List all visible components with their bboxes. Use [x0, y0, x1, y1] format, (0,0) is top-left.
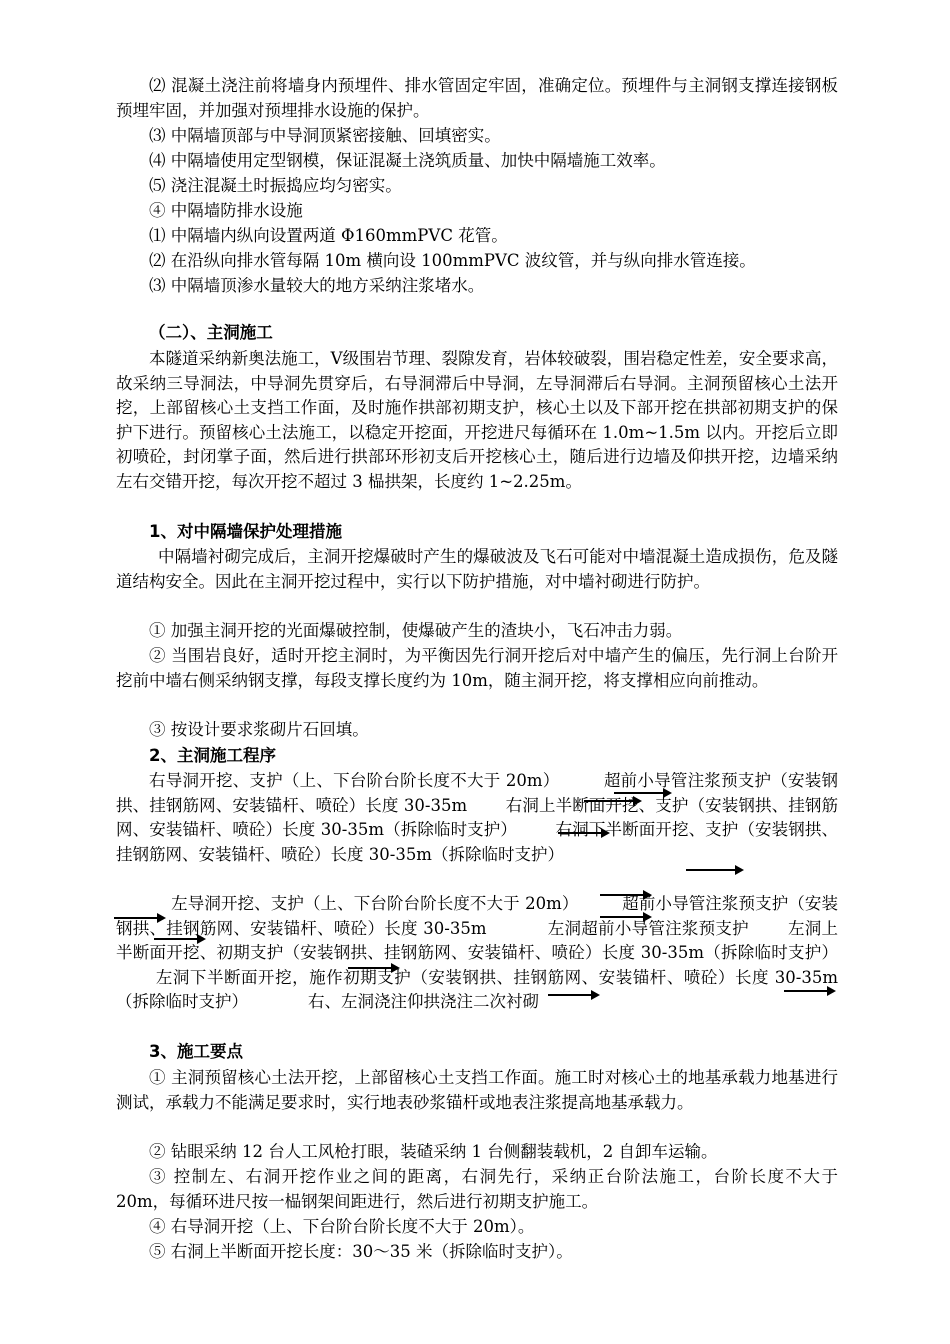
- arrow-icon: [600, 894, 644, 896]
- heading-wall-protection: 1、对中隔墙保护处理措施: [149, 522, 342, 541]
- point-1-core-soil: ① 主洞预留核心土法开挖，上部留核心土支挡工作面。施工时对核心土的地基承载力地基进行测试，承载力不能满足要求时，实行地表砂浆锚杆或地表注浆提高地基承载力。: [116, 1068, 838, 1112]
- point-4-right-pilot: ④ 右导洞开挖（上、下台阶台阶长度不大于 20m）。: [149, 1217, 535, 1236]
- arrow-icon: [548, 994, 592, 996]
- heading-key-points: 3、施工要点: [149, 1042, 243, 1061]
- measure-1-blasting: ① 加强主洞开挖的光面爆破控制，使爆破产生的渣块小，飞石冲击力弱。: [149, 621, 683, 640]
- arrow-icon: [154, 938, 198, 940]
- point-5-upper-half: ⑤ 右洞上半断面开挖长度：30～35 米（拆除临时支护）。: [149, 1242, 573, 1261]
- paragraph-method-overview: 本隧道采纳新奥法施工，Ⅴ级围岩节理、裂隙发育，岩体较破裂，围岩稳定性差，安全要求高，故采纳三导洞法，中导洞先贯穿后，右导洞滞后中导洞，左导洞滞后右导洞。主洞预留核心土法开挖，上部留核心土支挡工作面，及时施作拱部初期支护，核心土以及下部开挖在拱部初期支护的保护下进行。预留核心土法施工，以稳定开挖面，开挖进尺每循环在 1.0m~1.5m 以内。开挖后立即初喷砼，封闭掌子面，然后进行拱部环形初支后开挖核心土，随后进行边墙及仰拱开挖，边墙采纳左右交错开挖，每次开挖不超过 3 榀拱架，长度约 1~2.25m。: [116, 349, 838, 491]
- item-5-vibration: ⑸ 浇注混凝土时振捣应均匀密实。: [149, 176, 402, 195]
- point-3-distance-control: ③ 控制左、右洞开挖作业之间的距离，右洞先行，采纳正台阶法施工，台阶长度不大于 20m，每循环进尺按一榀钢架间距进行，然后进行初期支护施工。: [116, 1167, 838, 1211]
- item-4-steel-formwork: ⑷ 中隔墙使用定型钢模，保证混凝土浇筑质量、加快中隔墙施工效率。: [149, 151, 666, 170]
- arrow-icon: [114, 917, 158, 919]
- procedure-left-tunnel: 左导洞开挖、支护（上、下台阶台阶长度不大于 20m） 超前小导管注浆预支护（安装钢拱、挂钢筋网、安装锚杆、喷砼）长度 30-35m 左洞超前小导管注浆预支护 左洞上半断面开挖、初期支护（安装钢拱、挂钢筋网、安装锚杆、喷砼）长度 30-35m（拆除临时支护） 左洞下半断面开挖，施作初期支护（安装钢拱、挂钢筋网、安装锚杆、喷砼）长度 30-35m（拆除临时支护） 右、左洞浇注仰拱浇注二次衬砌: [116, 894, 838, 1012]
- item-3-grouting: ⑶ 中隔墙顶渗水量较大的地方采纳注浆堵水。: [149, 276, 485, 295]
- arrow-icon: [686, 869, 736, 871]
- heading-construction-procedure: 2、主洞施工程序: [149, 746, 276, 765]
- measure-2-steel-support: ② 当围岩良好，适时开挖主洞时，为平衡因先行洞开挖后对中墙产生的偏压，先行洞上台阶开挖前中墙右侧采纳钢支撑，每段支撑长度约为 10m，随主洞开挖，将支撑相应向前推动。: [116, 646, 838, 690]
- arrow-icon: [558, 832, 602, 834]
- arrow-icon: [784, 990, 828, 992]
- arrow-icon: [600, 916, 644, 918]
- item-2-corrugated-pipe: ⑵ 在沿纵向排水管每隔 10m 横向设 100mmPVC 波纹管，并与纵向排水管连接。: [149, 251, 756, 270]
- measure-3-backfill: ③ 按设计要求浆砌片石回填。: [149, 720, 369, 739]
- arrow-icon: [348, 967, 392, 969]
- point-2-drilling: ② 钻眼采纳 12 台人工风枪打眼，装碴采纳 1 台侧翻装载机，2 自卸车运输。: [149, 1142, 718, 1161]
- procedure-right-tunnel: 右导洞开挖、支护（上、下台阶台阶长度不大于 20m） 超前小导管注浆预支护（安装钢拱、挂钢筋网、安装锚杆、喷砼）长度 30-35m 右洞上半断面开挖、支护（安装钢拱、挂钢筋网、安装锚杆、喷砼）长度 30-35m（拆除临时支护） 右洞下半断面开挖、支护（安装钢拱、挂钢筋网、安装锚杆、喷砼）长度 30-35m（拆除临时支护）: [116, 771, 838, 864]
- item-3-wall-top: ⑶ 中隔墙顶部与中导洞顶紧密接触、回填密实。: [149, 126, 501, 145]
- arrow-icon: [614, 792, 664, 794]
- section-heading-main-tunnel: （二）、主洞施工: [149, 323, 273, 342]
- item-2-concrete-pouring: ⑵ 混凝土浇注前将墙身内预埋件、排水管固定牢固，准确定位。预埋件与主洞钢支撑连接钢板预埋牢固，并加强对预埋排水设施的保护。: [116, 76, 838, 120]
- paragraph-wall-protection: 中隔墙衬砌完成后，主洞开挖爆破时产生的爆破波及飞石可能对中墙混凝土造成损伤，危及隧道结构安全。因此在主洞开挖过程中，实行以下防护措施，对中墙衬砌进行防护。: [116, 547, 838, 591]
- item-1-pvc-pipe: ⑴ 中隔墙内纵向设置两道 Φ160mmPVC 花管。: [149, 226, 508, 245]
- subheading-drainage: ④ 中隔墙防排水设施: [149, 201, 303, 220]
- arrow-icon: [584, 800, 634, 802]
